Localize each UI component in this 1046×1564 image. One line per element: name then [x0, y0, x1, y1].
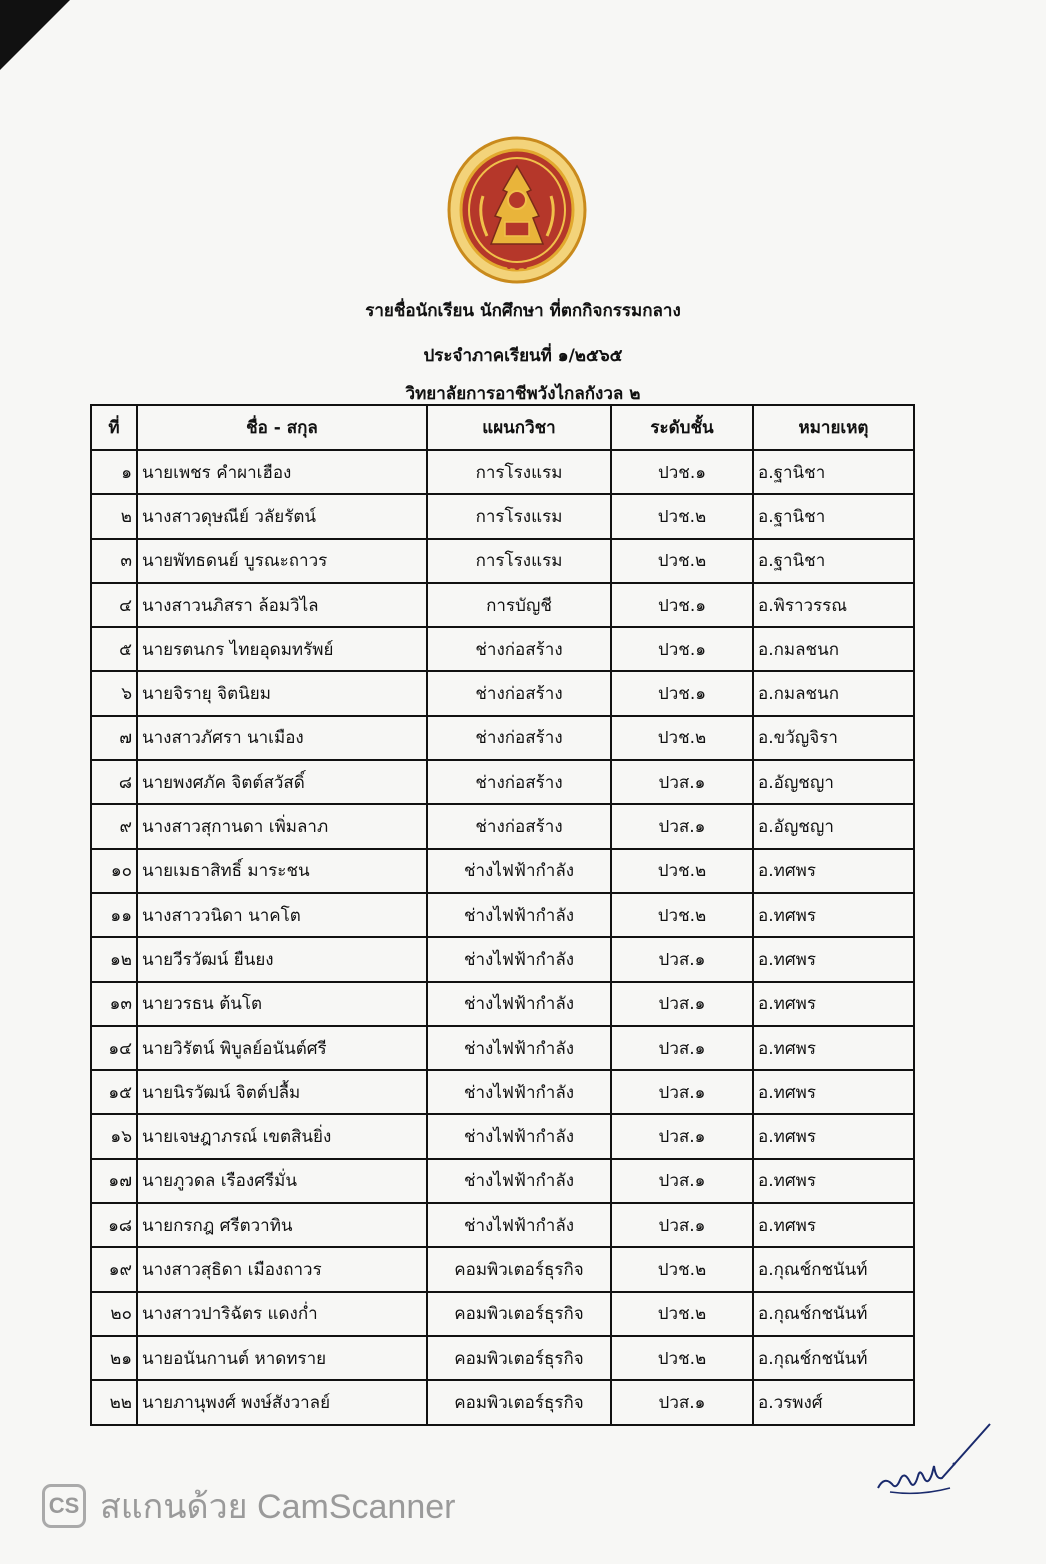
class-level: ปวช.๒	[611, 893, 753, 937]
college-name: วิทยาลัยการอาชีพวังไกลกังวล ๒	[405, 384, 641, 404]
table-row	[91, 1203, 914, 1247]
table-row	[91, 583, 914, 627]
table-row	[91, 671, 914, 715]
table-row	[91, 937, 914, 981]
department: ช่างไฟฟ้ากำลัง	[427, 1203, 611, 1247]
advisor-note: อ.กุณช์กชนันท์	[753, 1247, 914, 1291]
advisor-note: อ.กุณช์กชนันท์	[753, 1336, 914, 1380]
row-number: ๖	[91, 671, 137, 715]
student-roster-table	[90, 404, 915, 1426]
row-number: ๑๕	[91, 1070, 137, 1114]
class-level: ปวช.๑	[611, 671, 753, 715]
class-level: ปวส.๑	[611, 1026, 753, 1070]
class-level: ปวช.๒	[611, 1247, 753, 1291]
advisor-note: อ.ฐานิชา	[753, 539, 914, 583]
department: คอมพิวเตอร์ธุรกิจ	[427, 1380, 611, 1424]
table-row	[91, 893, 914, 937]
advisor-note: อ.ทศพร	[753, 893, 914, 937]
camscanner-logo-icon: CS	[42, 1484, 86, 1528]
table-header-row	[91, 405, 914, 450]
advisor-note: อ.ฐานิชา	[753, 450, 914, 494]
class-level: ปวส.๑	[611, 1114, 753, 1158]
department: ช่างไฟฟ้ากำลัง	[427, 982, 611, 1026]
table-row	[91, 539, 914, 583]
advisor-note: อ.ทศพร	[753, 1159, 914, 1203]
class-level: ปวส.๑	[611, 1159, 753, 1203]
table-row	[91, 849, 914, 893]
department: คอมพิวเตอร์ธุรกิจ	[427, 1292, 611, 1336]
department: ช่างก่อสร้าง	[427, 671, 611, 715]
student-name: นายรตนกร ไทยอุดมทรัพย์	[137, 627, 427, 671]
table-row	[91, 1380, 914, 1424]
advisor-note: อ.กมลชนก	[753, 671, 914, 715]
department: ช่างไฟฟ้ากำลัง	[427, 849, 611, 893]
row-number: ๕	[91, 627, 137, 671]
row-number: ๑๔	[91, 1026, 137, 1070]
class-level: ปวช.๑	[611, 450, 753, 494]
row-number: ๔	[91, 583, 137, 627]
table-row	[91, 494, 914, 538]
advisor-note: อ.ทศพร	[753, 937, 914, 981]
advisor-note: อ.ทศพร	[753, 849, 914, 893]
advisor-note: อ.ทศพร	[753, 982, 914, 1026]
department: ช่างไฟฟ้ากำลัง	[427, 1159, 611, 1203]
department: ช่างก่อสร้าง	[427, 627, 611, 671]
class-level: ปวช.๒	[611, 716, 753, 760]
department: การโรงแรม	[427, 494, 611, 538]
student-name: นายวิรัตน์ พิบูลย์อนันต์ศรี	[137, 1026, 427, 1070]
advisor-note: อ.ทศพร	[753, 1203, 914, 1247]
student-name: นายวีรวัฒน์ ยืนยง	[137, 937, 427, 981]
department: การโรงแรม	[427, 539, 611, 583]
student-name: นายภานุพงศ์ พงษ์สังวาลย์	[137, 1380, 427, 1424]
advisor-note: อ.ทศพร	[753, 1070, 914, 1114]
student-name: นางสาวสุกานดา เพิ่มลาภ	[137, 804, 427, 848]
student-name: นายวรธน ต้นโต	[137, 982, 427, 1026]
department: การโรงแรม	[427, 450, 611, 494]
class-level: ปวช.๒	[611, 1336, 753, 1380]
class-level: ปวส.๑	[611, 760, 753, 804]
row-number: ๑๑	[91, 893, 137, 937]
student-name: นางสาวปาริฉัตร แดงก่ำ	[137, 1292, 427, 1336]
advisor-note: อ.พิราวรรณ	[753, 583, 914, 627]
row-number: ๘	[91, 760, 137, 804]
table-row	[91, 1247, 914, 1291]
student-name: นางสาวนภิสรา ล้อมวิไล	[137, 583, 427, 627]
student-name: นางสาววนิดา นาคโต	[137, 893, 427, 937]
table-row	[91, 450, 914, 494]
student-name: นายอนันกานต์ หาดทราย	[137, 1336, 427, 1380]
advisor-note: อ.ทศพร	[753, 1026, 914, 1070]
student-name: นายกรกฎ ศรีตวาทิน	[137, 1203, 427, 1247]
table-row	[91, 1114, 914, 1158]
row-number: ๗	[91, 716, 137, 760]
class-level: ปวช.๒	[611, 849, 753, 893]
table-body	[91, 450, 914, 1425]
class-level: ปวส.๑	[611, 982, 753, 1026]
row-number: ๒๒	[91, 1380, 137, 1424]
row-number: ๑๗	[91, 1159, 137, 1203]
table-row	[91, 804, 914, 848]
header-level: ระดับชั้น	[611, 405, 753, 450]
advisor-note: อ.ขวัญจิรา	[753, 716, 914, 760]
table-row	[91, 716, 914, 760]
student-name: นายเมธาสิทธิ์ มาระชน	[137, 849, 427, 893]
class-level: ปวส.๑	[611, 1380, 753, 1424]
table-row	[91, 982, 914, 1026]
row-number: ๑๐	[91, 849, 137, 893]
document-title: รายชื่อนักเรียน นักศึกษา ที่ตกกิจกรรมกลาง	[365, 301, 681, 321]
department: คอมพิวเตอร์ธุรกิจ	[427, 1247, 611, 1291]
student-name: นายภูวดล เรืองศรีมั่น	[137, 1159, 427, 1203]
table-row	[91, 1336, 914, 1380]
student-name: นายจิรายุ จิตนิยม	[137, 671, 427, 715]
department: คอมพิวเตอร์ธุรกิจ	[427, 1336, 611, 1380]
header-no: ที่	[91, 405, 137, 450]
row-number: ๙	[91, 804, 137, 848]
row-number: ๓	[91, 539, 137, 583]
header-department: แผนกวิชา	[427, 405, 611, 450]
row-number: ๑๖	[91, 1114, 137, 1158]
class-level: ปวช.๑	[611, 583, 753, 627]
student-name: นายเจษฎาภรณ์ เขตสินยิ่ง	[137, 1114, 427, 1158]
student-name: นางสาวสุธิดา เมืองถาวร	[137, 1247, 427, 1291]
corner-shadow	[0, 0, 70, 70]
row-number: ๑๒	[91, 937, 137, 981]
advisor-note: อ.วรพงศ์	[753, 1380, 914, 1424]
table-row	[91, 1159, 914, 1203]
header-note: หมายเหตุ	[753, 405, 914, 450]
class-level: ปวช.๒	[611, 1292, 753, 1336]
row-number: ๒๑	[91, 1336, 137, 1380]
department: การบัญชี	[427, 583, 611, 627]
table-row	[91, 1070, 914, 1114]
handwritten-signature	[870, 1418, 1000, 1498]
class-level: ปวส.๑	[611, 804, 753, 848]
class-level: ปวส.๑	[611, 937, 753, 981]
class-level: ปวส.๑	[611, 1070, 753, 1114]
table-row	[91, 760, 914, 804]
class-level: ปวส.๑	[611, 1203, 753, 1247]
table-row	[91, 1292, 914, 1336]
student-name: นายพงศภัค จิตต์สวัสดิ์	[137, 760, 427, 804]
header-name: ชื่อ - สกุล	[137, 405, 427, 450]
row-number: ๒	[91, 494, 137, 538]
class-level: ปวช.๒	[611, 539, 753, 583]
student-name: นางสาวดุษณีย์ วลัยรัตน์	[137, 494, 427, 538]
department: ช่างไฟฟ้ากำลัง	[427, 893, 611, 937]
class-level: ปวช.๑	[611, 627, 753, 671]
department: ช่างไฟฟ้ากำลัง	[427, 1114, 611, 1158]
advisor-note: อ.ทศพร	[753, 1114, 914, 1158]
advisor-note: อ.อัญชญา	[753, 804, 914, 848]
student-name: นายนิรวัฒน์ จิตต์ปลื้ม	[137, 1070, 427, 1114]
row-number: ๒๐	[91, 1292, 137, 1336]
watermark-text: สแกนด้วย CamScanner	[100, 1488, 456, 1526]
student-name: นายเพชร คำผาเฮือง	[137, 450, 427, 494]
advisor-note: อ.อัญชญา	[753, 760, 914, 804]
advisor-note: อ.กมลชนก	[753, 627, 914, 671]
row-number: ๑๘	[91, 1203, 137, 1247]
row-number: ๑๙	[91, 1247, 137, 1291]
row-number: ๑๓	[91, 982, 137, 1026]
table-row	[91, 1026, 914, 1070]
department: ช่างไฟฟ้ากำลัง	[427, 937, 611, 981]
department: ช่างไฟฟ้ากำลัง	[427, 1070, 611, 1114]
table-row	[91, 627, 914, 671]
department: ช่างก่อสร้าง	[427, 804, 611, 848]
department: ช่างไฟฟ้ากำลัง	[427, 1026, 611, 1070]
association-seal-logo	[447, 136, 587, 284]
student-name: นายพัทธดนย์ บูรณะถาวร	[137, 539, 427, 583]
department: ช่างก่อสร้าง	[427, 760, 611, 804]
camscanner-watermark	[42, 1484, 455, 1528]
student-name: นางสาวภัศรา นาเมือง	[137, 716, 427, 760]
advisor-note: อ.กุณช์กชนันท์	[753, 1292, 914, 1336]
advisor-note: อ.ฐานิชา	[753, 494, 914, 538]
class-level: ปวช.๒	[611, 494, 753, 538]
semester-line: ประจำภาคเรียนที่ ๑/๒๕๖๕	[423, 346, 623, 366]
row-number: ๑	[91, 450, 137, 494]
department: ช่างก่อสร้าง	[427, 716, 611, 760]
